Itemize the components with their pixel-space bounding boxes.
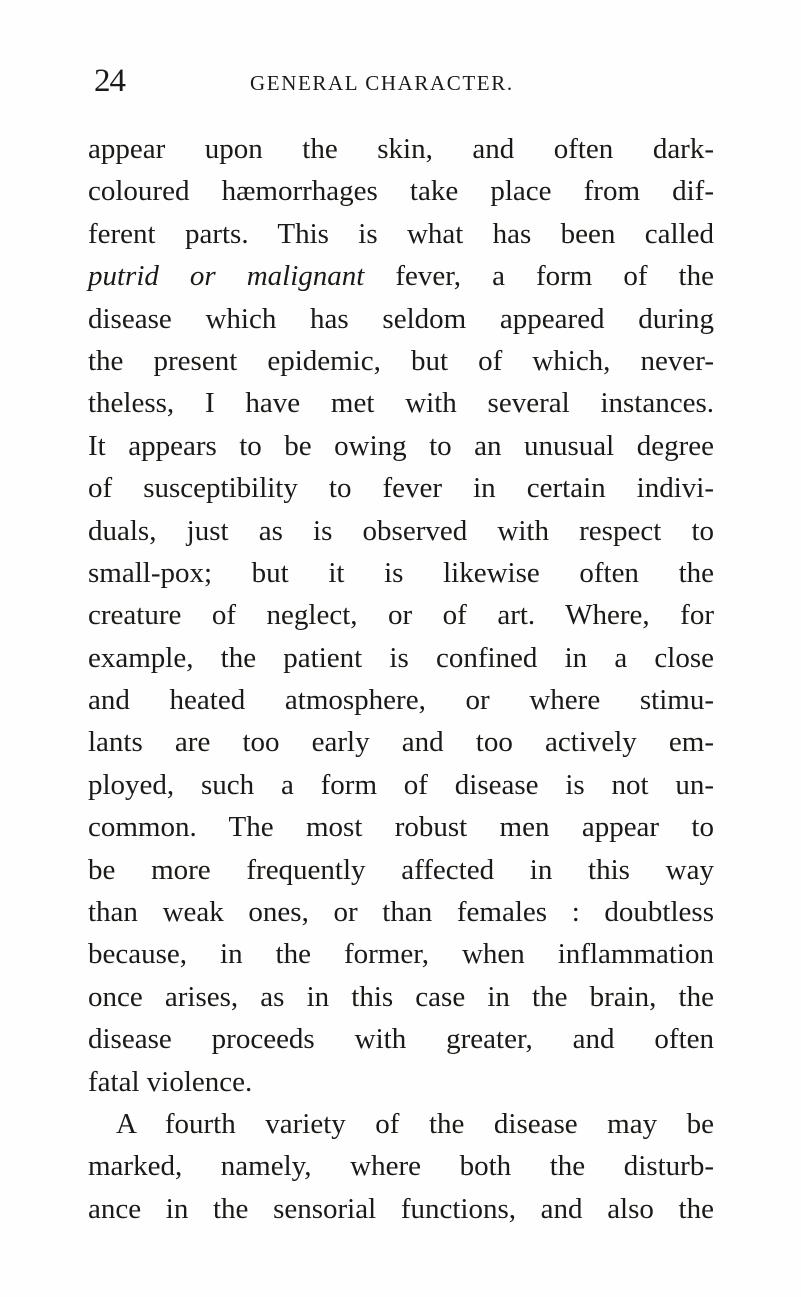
text-line: marked, namely, where both the disturb- xyxy=(88,1150,714,1183)
text-line: disease proceeds with greater, and often xyxy=(88,1023,714,1056)
text-line: duals, just as is observed with respect to xyxy=(88,514,714,547)
text-line: theless, I have met with several instances. xyxy=(88,387,714,420)
text-line: ance in the sensorial functions, and also the xyxy=(88,1192,714,1225)
text-line: lants are too early and too actively em- xyxy=(88,726,714,759)
text-line: small-pox; but it is likewise often the xyxy=(88,556,714,589)
text-line: It appears to be owing to an unusual degree xyxy=(88,429,714,462)
text-line: example, the patient is confined in a close xyxy=(88,641,714,674)
text-line: and heated atmosphere, or where stimu- xyxy=(88,684,714,717)
running-head xyxy=(94,63,714,99)
text-line: coloured hæmorrhages take place from dif- xyxy=(88,175,714,208)
text-line: ferent parts. This is what has been called xyxy=(88,217,714,250)
text-line: be more frequently affected in this way xyxy=(88,853,714,886)
text-line: because, in the former, when inflammation xyxy=(88,938,714,971)
text-line-paragraph-start: A fourth variety of the disease may be xyxy=(116,1107,714,1140)
text-line: common. The most robust men appear to xyxy=(88,811,714,844)
text-line: creature of neglect, or of art. Where, for xyxy=(88,599,714,632)
page-number: 24 xyxy=(94,63,125,99)
text-line: ployed, such a form of disease is not un- xyxy=(88,768,714,801)
text-line: of susceptibility to fever in certain indivi- xyxy=(88,472,714,505)
text-line: than weak ones, or than females : doubtless xyxy=(88,896,714,929)
running-title: GENERAL CHARACTER. xyxy=(250,71,514,95)
italic-phrase: putrid or malignant xyxy=(88,260,365,293)
text-line: appear upon the skin, and often dark- xyxy=(88,133,714,165)
text-line: disease which has seldom appeared during xyxy=(88,302,714,335)
text-line-paragraph-end: fatal violence. xyxy=(88,1065,253,1098)
roman-phrase: fever, a form of the xyxy=(364,260,714,293)
body-text xyxy=(88,128,714,1230)
text-line: once arises, as in this case in the brain, the xyxy=(88,980,714,1013)
text-line-mixed xyxy=(88,255,714,297)
text-line: the present epidemic, but of which, never- xyxy=(88,344,714,377)
